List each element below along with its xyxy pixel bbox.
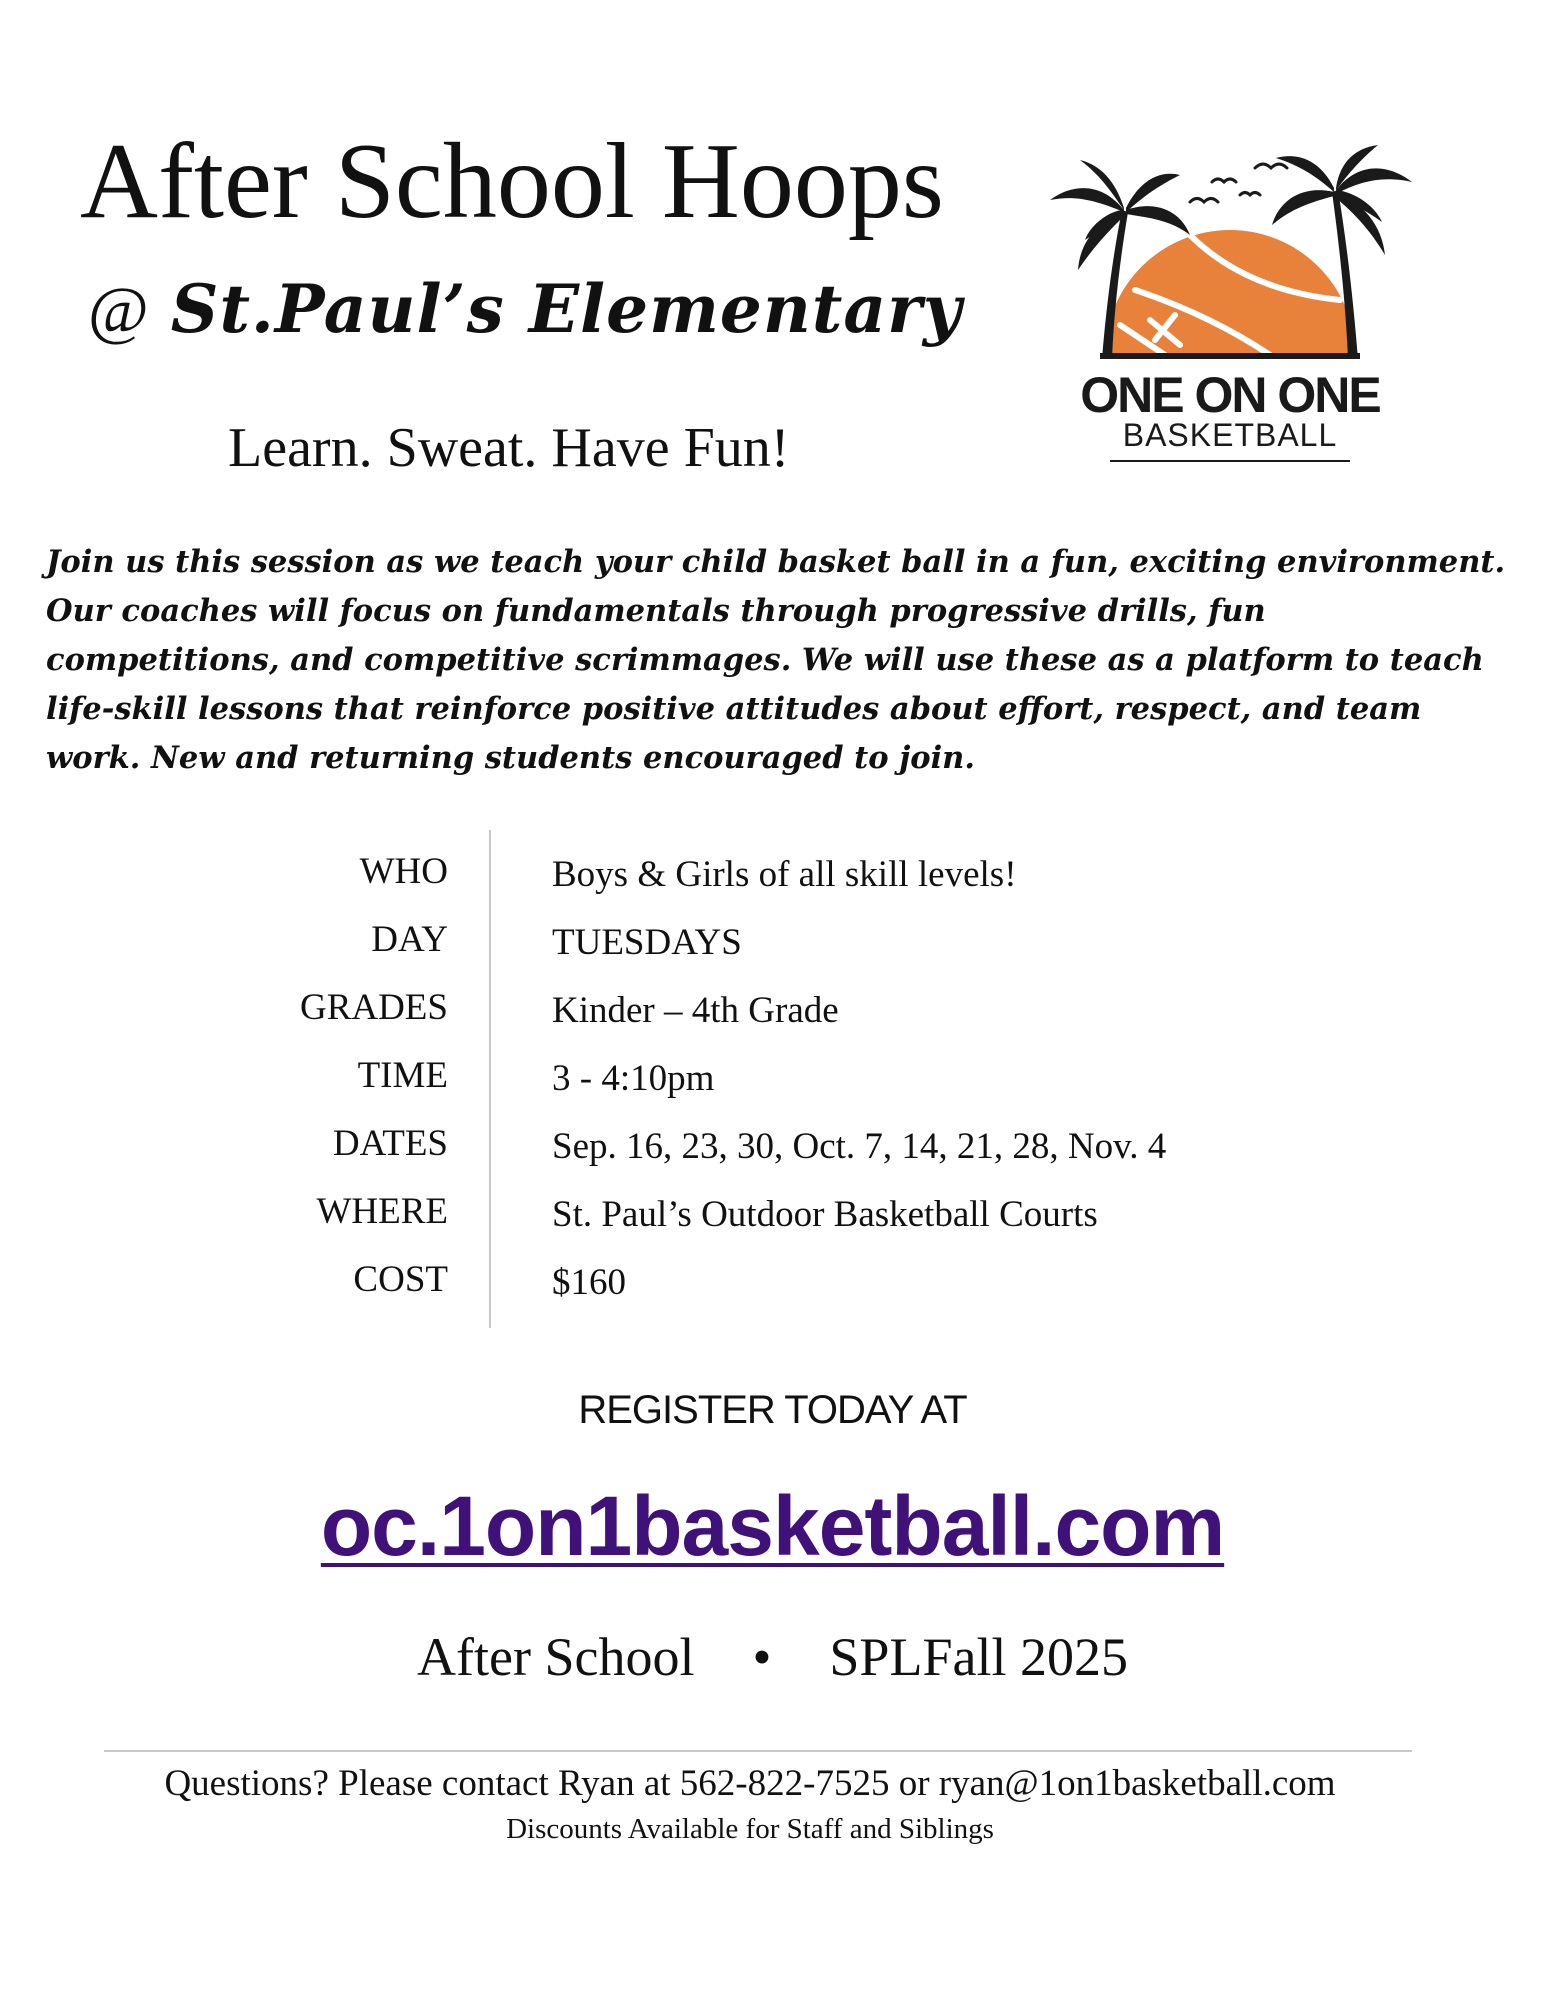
detail-label: TIME (357, 1055, 448, 1096)
detail-label: COST (353, 1259, 448, 1300)
session-right: SPLFall 2025 (829, 1627, 1128, 1687)
detail-label: WHERE (316, 1191, 448, 1232)
detail-value: Boys & Girls of all skill levels! (552, 854, 1017, 895)
detail-row-time (0, 1054, 1545, 1114)
detail-row-where (0, 1190, 1545, 1250)
register-url-container (0, 1478, 1545, 1575)
session-left: After School (417, 1627, 695, 1687)
detail-row-who (0, 850, 1545, 910)
one-on-one-basketball-logo (1040, 140, 1420, 470)
discounts-note: Discounts Available for Staff and Siblings (506, 1813, 994, 1845)
detail-value: Sep. 16, 23, 30, Oct. 7, 14, 21, 28, Nov. 4 (552, 1126, 1167, 1167)
detail-row-grades (0, 986, 1545, 1046)
session-line (0, 1627, 1545, 1687)
school-subtitle (88, 270, 963, 348)
tagline: Learn. Sweat. Have Fun! (228, 417, 790, 479)
detail-label: DAY (371, 919, 448, 960)
detail-value: 3 - 4:10pm (552, 1058, 715, 1099)
detail-row-cost (0, 1258, 1545, 1318)
detail-label: DATES (332, 1123, 448, 1164)
logo-line1: ONE ON ONE (1080, 367, 1380, 423)
detail-value: TUESDAYS (552, 922, 742, 963)
register-url-link[interactable]: oc.1on1basketball.com (320, 1479, 1225, 1573)
page-title: After School Hoops (80, 122, 944, 241)
birds-icon (1190, 164, 1287, 202)
detail-label: WHO (359, 851, 448, 892)
palm-basketball-icon (1040, 140, 1420, 470)
bullet-separator: • (752, 1627, 772, 1687)
intro-paragraph: Join us this session as we teach your child basket ball in a fun, exciting environment. Our coaches will focus on fundamentals through progressive drills, fun competitions, and competitive scrimmages. We will use these as a platform to teach life-skill lessons that reinforce positive attitudes about effort, respect, and team work. New and returning students encouraged to join. (46, 544, 1506, 776)
detail-value: St. Paul’s Outdoor Basketball Courts (552, 1194, 1098, 1235)
school-name: St.Paul’s Elementary (170, 270, 963, 348)
details-table (0, 830, 1545, 1330)
contact-info: Questions? Please contact Ryan at 562-822-7525 or ryan@1on1basketball.com (164, 1763, 1336, 1804)
register-heading: REGISTER TODAY AT (578, 1388, 967, 1432)
footer-divider (104, 1750, 1412, 1752)
detail-label: GRADES (299, 987, 448, 1028)
detail-row-dates (0, 1122, 1545, 1182)
detail-value: Kinder – 4th Grade (552, 990, 839, 1031)
logo-line2: BASKETBALL (1122, 417, 1338, 453)
at-symbol: @ (88, 274, 149, 347)
detail-value: $160 (552, 1262, 626, 1303)
detail-row-day (0, 918, 1545, 978)
